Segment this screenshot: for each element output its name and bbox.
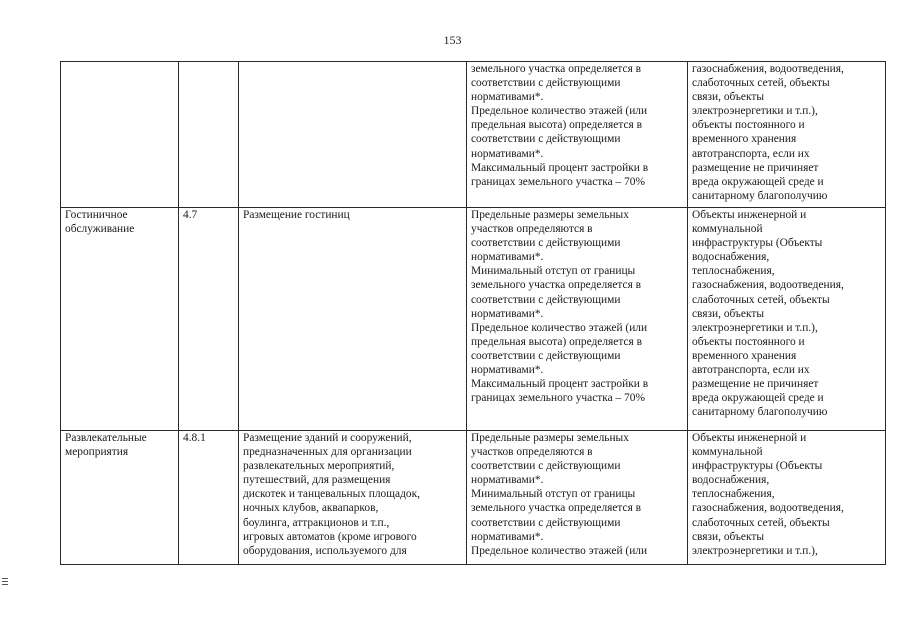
description-line: ночных клубов, аквапарков, <box>243 502 379 515</box>
auxiliary-line: газоснабжения, водоотведения, <box>692 63 844 75</box>
auxiliary-line: коммунальной <box>692 223 763 236</box>
description-line: дискотек и танцевальных площадок, <box>243 488 420 501</box>
auxiliary-line: инфраструктуры (Объекты <box>692 237 823 250</box>
parameters-line: Предельные размеры земельных <box>471 209 629 221</box>
parameters-line: нормативами*. <box>471 307 544 320</box>
table-row <box>61 431 886 565</box>
auxiliary-line: временного хранения <box>692 349 797 362</box>
use-code-cell <box>179 431 239 565</box>
parameters-cell <box>467 208 688 431</box>
auxiliary-line: связи, объекты <box>692 307 764 320</box>
use-description-cell <box>239 62 467 208</box>
auxiliary-uses-cell <box>688 431 886 565</box>
table-row <box>61 208 886 431</box>
use-name-line: Гостиничное <box>65 209 128 221</box>
description-line: путешествий, для размещения <box>243 474 391 487</box>
auxiliary-line: слаботочных сетей, объекты <box>692 77 830 90</box>
auxiliary-uses-cell <box>688 208 886 431</box>
parameters-line: нормативами*. <box>471 530 544 543</box>
use-name-line: обслуживание <box>65 223 135 236</box>
use-name-line: Развлекательные <box>65 432 147 444</box>
auxiliary-line: слаботочных сетей, объекты <box>692 516 830 529</box>
parameters-line: Предельное количество этажей (или <box>471 105 648 118</box>
parameters-line: земельного участка определяется в <box>471 63 642 75</box>
use-description-cell <box>239 431 467 565</box>
auxiliary-line: газоснабжения, водоотведения, <box>692 279 844 292</box>
description-line: Размещение гостиниц <box>243 209 350 221</box>
parameters-line: предельная высота) определяется в <box>471 119 642 132</box>
parameters-cell <box>467 62 688 208</box>
parameters-line: Максимальный процент застройки в <box>471 161 649 174</box>
parameters-line: Предельное количество этажей (или <box>471 321 648 334</box>
auxiliary-line: вреда окружающей среде и <box>692 392 824 405</box>
margin-tick <box>2 581 8 582</box>
auxiliary-line: вреда окружающей среде и <box>692 175 824 188</box>
use-name-cell <box>61 62 179 208</box>
scan-margin-mark <box>2 578 8 588</box>
auxiliary-line: теплоснабжения, <box>692 265 775 278</box>
parameters-line: предельная высота) определяется в <box>471 335 642 348</box>
auxiliary-line: объекты постоянного и <box>692 119 805 132</box>
auxiliary-line: размещение не причиняет <box>692 161 819 174</box>
page-number: 153 <box>443 33 462 47</box>
parameters-line: соответствии с действующими <box>471 293 621 306</box>
use-code-cell <box>179 208 239 431</box>
parameters-cell <box>467 431 688 565</box>
auxiliary-line: объекты постоянного и <box>692 335 805 348</box>
parameters-line: нормативами*. <box>471 147 544 160</box>
parameters-line: соответствии с действующими <box>471 516 621 529</box>
parameters-line: соответствии с действующими <box>471 133 621 146</box>
description-line: развлекательных мероприятий, <box>243 460 395 473</box>
parameters-line: соответствии с действующими <box>471 349 621 362</box>
auxiliary-line: Объекты инженерной и <box>692 432 807 444</box>
parameters-line: соответствии с действующими <box>471 77 621 90</box>
auxiliary-line: санитарному благополучию <box>692 406 828 419</box>
parameters-line: соответствии с действующими <box>471 237 621 250</box>
parameters-line: Минимальный отступ от границы <box>471 265 636 278</box>
auxiliary-line: инфраструктуры (Объекты <box>692 460 823 473</box>
use-code: 4.8.1 <box>183 432 206 444</box>
use-code-cell <box>179 62 239 208</box>
parameters-line: нормативами*. <box>471 364 544 377</box>
parameters-line: границах земельного участка – 70% <box>471 392 645 405</box>
parameters-line: Предельное количество этажей (или <box>471 544 648 557</box>
auxiliary-line: санитарному благополучию <box>692 189 828 202</box>
auxiliary-line: слаботочных сетей, объекты <box>692 293 830 306</box>
use-name-cell <box>61 208 179 431</box>
description-line: боулинга, аттракционов и т.п., <box>243 516 390 529</box>
use-code: 4.7 <box>183 209 198 221</box>
parameters-line: Максимальный процент застройки в <box>471 378 649 391</box>
parameters-line: участков определяются в <box>471 446 593 459</box>
margin-tick <box>2 578 8 579</box>
parameters-line: нормативами*. <box>471 251 544 264</box>
auxiliary-line: водоснабжения, <box>692 251 770 264</box>
auxiliary-line: размещение не причиняет <box>692 378 819 391</box>
parameters-line: земельного участка определяется в <box>471 279 642 292</box>
use-name-cell <box>61 431 179 565</box>
parameters-line: Минимальный отступ от границы <box>471 488 636 501</box>
auxiliary-line: электроэнергетики и т.п.), <box>692 105 818 118</box>
auxiliary-line: временного хранения <box>692 133 797 146</box>
auxiliary-line: автотранспорта, если их <box>692 364 810 377</box>
description-line: игровых автоматов (кроме игрового <box>243 530 417 543</box>
auxiliary-line: водоснабжения, <box>692 474 770 487</box>
description-line: предназначенных для организации <box>243 446 412 459</box>
use-name-line: мероприятия <box>65 446 129 459</box>
auxiliary-line: газоснабжения, водоотведения, <box>692 502 844 515</box>
description-line: оборудования, используемого для <box>243 544 407 557</box>
auxiliary-uses-cell <box>688 62 886 208</box>
auxiliary-line: связи, объекты <box>692 530 764 543</box>
auxiliary-line: автотранспорта, если их <box>692 147 810 160</box>
use-description-cell <box>239 208 467 431</box>
auxiliary-line: Объекты инженерной и <box>692 209 807 221</box>
auxiliary-line: электроэнергетики и т.п.), <box>692 321 818 334</box>
auxiliary-line: теплоснабжения, <box>692 488 775 501</box>
table-row <box>61 62 886 208</box>
land-use-table <box>60 61 886 565</box>
parameters-line: границах земельного участка – 70% <box>471 175 645 188</box>
margin-tick <box>2 584 8 585</box>
parameters-line: нормативами*. <box>471 91 544 104</box>
auxiliary-line: коммунальной <box>692 446 763 459</box>
parameters-line: соответствии с действующими <box>471 460 621 473</box>
parameters-line: земельного участка определяется в <box>471 502 642 515</box>
parameters-line: нормативами*. <box>471 474 544 487</box>
parameters-line: участков определяются в <box>471 223 593 236</box>
description-line: Размещение зданий и сооружений, <box>243 432 412 444</box>
auxiliary-line: электроэнергетики и т.п.), <box>692 544 818 557</box>
auxiliary-line: связи, объекты <box>692 91 764 104</box>
parameters-line: Предельные размеры земельных <box>471 432 629 444</box>
